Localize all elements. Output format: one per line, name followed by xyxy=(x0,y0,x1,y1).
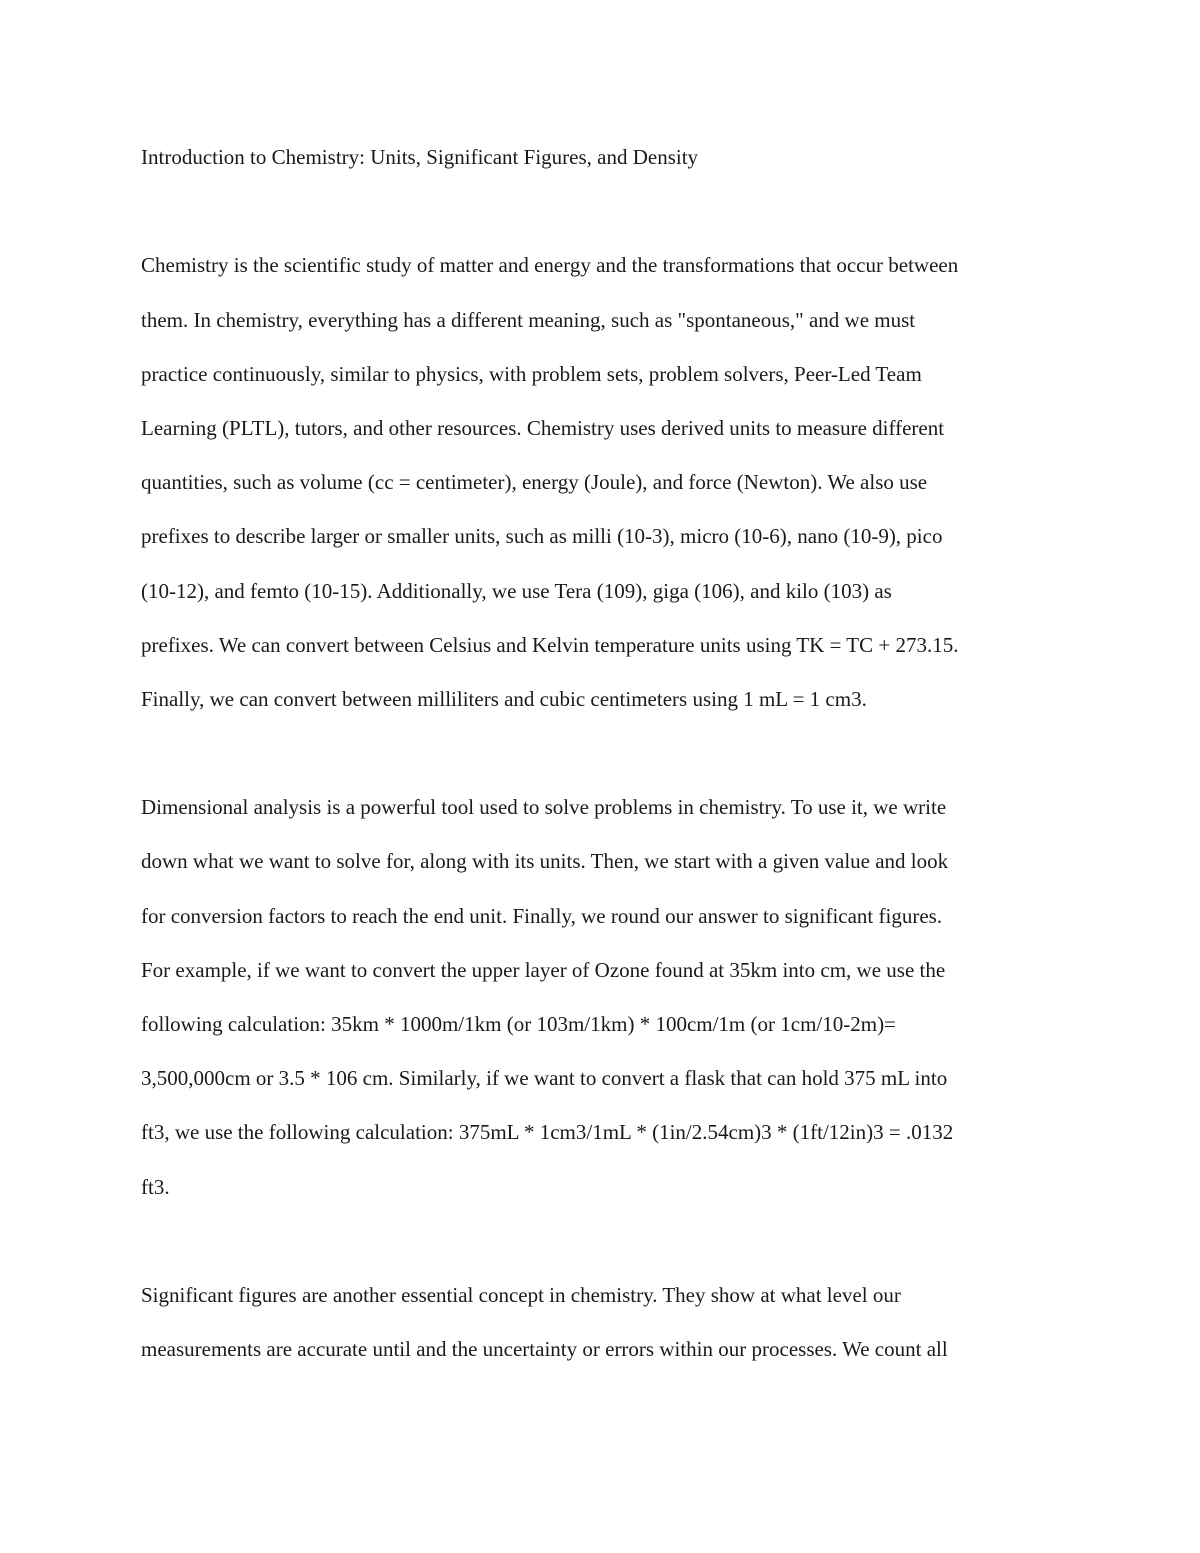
document-title: Introduction to Chemistry: Units, Significant Figures, and Density xyxy=(141,145,699,169)
paragraph-line: measurements are accurate until and the uncertainty or errors within our processes. We count all xyxy=(141,1337,948,1362)
paragraph-line: ft3, we use the following calculation: 375mL * 1cm3/1mL * (1in/2.54cm)3 * (1ft/12in)3 = .0132 xyxy=(141,1120,954,1145)
paragraph-line: quantities, such as volume (cc = centimeter), energy (Joule), and force (Newton). We also use xyxy=(141,470,928,495)
paragraph-spacer xyxy=(141,190,1071,244)
paragraph-line: ft3. xyxy=(141,1174,170,1199)
paragraph-line: prefixes. We can convert between Celsius and Kelvin temperature units using TK = TC + 273.15. xyxy=(141,632,959,657)
paragraph-chemistry-intro xyxy=(141,244,1071,732)
paragraph-line: Significant figures are another essential concept in chemistry. They show at what level our xyxy=(141,1282,901,1307)
paragraph-line: for conversion factors to reach the end unit. Finally, we round our answer to significant figures. xyxy=(141,903,943,928)
paragraph-line: following calculation: 35km * 1000m/1km (or 103m/1km) * 100cm/1m (or 1cm/10-2m)= xyxy=(141,1012,896,1036)
paragraph-line: Dimensional analysis is a powerful tool used to solve problems in chemistry. To use it, we write xyxy=(141,795,947,820)
paragraph-line: Finally, we can convert between milliliters and cubic centimeters using 1 mL = 1 cm3. xyxy=(141,686,867,711)
paragraph-dimensional-analysis xyxy=(141,786,1071,1220)
paragraph-line: Chemistry is the scientific study of matter and energy and the transformations that occur between xyxy=(141,253,959,278)
document-body xyxy=(141,136,1071,1382)
paragraph-line: Learning (PLTL), tutors, and other resources. Chemistry uses derived units to measure different xyxy=(141,415,945,440)
paragraph-line: practice continuously, similar to physics, with problem sets, problem solvers, Peer-Led Team xyxy=(141,361,922,386)
paragraph-line: prefixes to describe larger or smaller units, such as milli (10-3), micro (10-6), nano (10-9), pico xyxy=(141,524,943,549)
paragraph-spacer xyxy=(141,732,1071,786)
paragraph-line: them. In chemistry, everything has a different meaning, such as "spontaneous," and we must xyxy=(141,307,916,332)
paragraph-line: down what we want to solve for, along with its units. Then, we start with a given value and look xyxy=(141,849,949,874)
paragraph-line: 3,500,000cm or 3.5 * 106 cm. Similarly, if we want to convert a flask that can hold 375 mL into xyxy=(141,1066,948,1091)
paragraph-spacer xyxy=(141,1220,1071,1274)
paragraph-significant-figures xyxy=(141,1274,1071,1382)
paragraph-line: For example, if we want to convert the upper layer of Ozone found at 35km into cm, we use the xyxy=(141,957,946,982)
paragraph-line: (10-12), and femto (10-15). Additionally, we use Tera (109), giga (106), and kilo (103) as xyxy=(141,578,892,603)
